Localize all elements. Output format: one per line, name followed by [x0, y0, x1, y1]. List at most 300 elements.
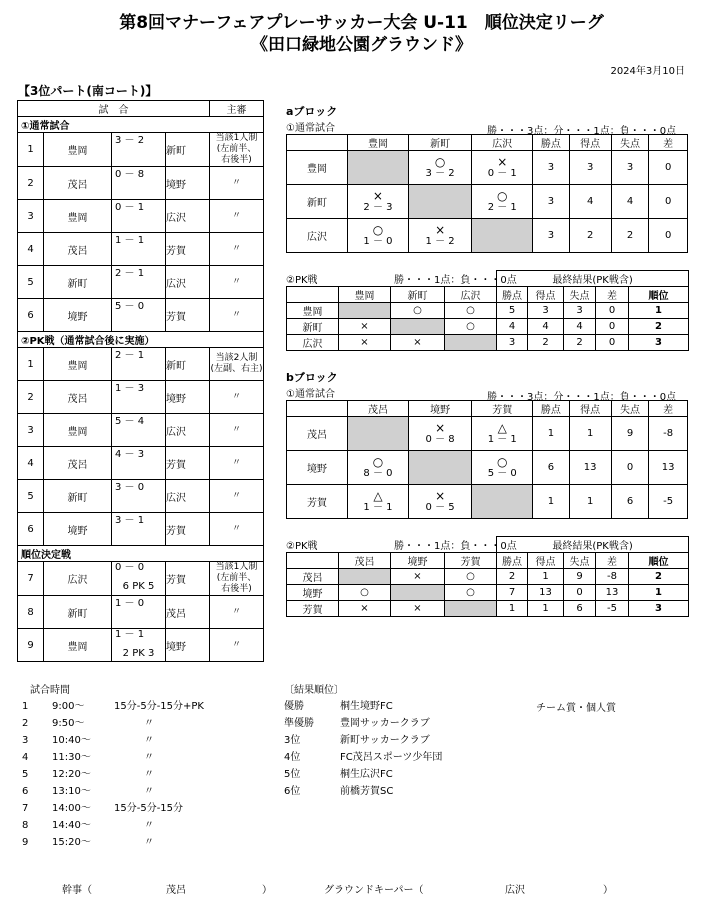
final-label: 最終結果(PK戦含) [497, 537, 689, 553]
home-team: 新町 [44, 596, 112, 629]
referee-line: 〃 [231, 490, 241, 501]
result-cell [408, 219, 471, 253]
stat-value: 1 [533, 417, 569, 451]
result-cell [347, 417, 408, 451]
corner-cell [287, 401, 348, 417]
score: 3 － 1 [115, 515, 145, 526]
away-team: 芳賀 [166, 299, 210, 332]
match-no: 3 [18, 200, 44, 233]
final-stat: 3 [497, 335, 528, 351]
referee-line: 〃 [231, 457, 241, 468]
kanji-value: 茂呂 [166, 885, 186, 896]
corner-cell [287, 553, 339, 569]
team-header: 豊岡 [347, 135, 408, 151]
referee [210, 299, 264, 332]
stat-value: 2 [569, 219, 611, 253]
b-pk-row [287, 601, 689, 617]
schedule-time: 10:40～ [52, 735, 91, 746]
b-pk-table [286, 536, 689, 617]
final-stat: 13 [528, 585, 564, 601]
pk-result: ○ [445, 569, 497, 585]
referee-line: 〃 [231, 177, 241, 188]
final-rank: 2 [629, 319, 689, 335]
schedule-time: 14:40～ [52, 820, 91, 831]
pk-result [445, 601, 497, 617]
final-stat: 0 [596, 319, 629, 335]
match-no: 4 [18, 447, 44, 480]
team-name: 芳賀 [287, 485, 348, 519]
result-cell [347, 219, 408, 253]
stat-header: 差 [649, 135, 688, 151]
result-mark: × [497, 154, 508, 169]
result-score: 1 － 1 [487, 433, 517, 445]
team-name: 広沢 [287, 335, 339, 351]
section-label: ①通常試合 [18, 117, 264, 133]
final-stat: 3 [564, 303, 596, 319]
score: 0 － 0 [115, 562, 145, 573]
final-stat: 4 [497, 319, 528, 335]
result-score: 0 － 8 [425, 433, 455, 445]
referee [210, 167, 264, 200]
corner-cell [287, 287, 339, 303]
referee-line: (左前半、 [216, 144, 257, 154]
final-label: 最終結果(PK戦含) [497, 271, 689, 287]
match-no: 5 [18, 480, 44, 513]
stat-header: 得点 [569, 135, 611, 151]
stat-value: 6 [611, 485, 649, 519]
team-name: 新町 [287, 185, 348, 219]
pk-result: × [391, 569, 445, 585]
match-no: 8 [18, 596, 44, 629]
pk-top-blank [287, 271, 497, 287]
result-rank: 優勝 [284, 701, 304, 712]
result-mark: ○ [496, 188, 508, 203]
stat-value: 1 [533, 485, 569, 519]
final-stat: 2 [564, 335, 596, 351]
stat-header: 失点 [611, 135, 649, 151]
away-team: 新町 [166, 348, 210, 381]
a-block-title: aブロック [286, 105, 338, 118]
score: 2 － 1 [115, 350, 145, 361]
result-cell [408, 417, 471, 451]
match-row [18, 299, 264, 332]
match-no: 7 [18, 562, 44, 596]
home-team: 茂呂 [44, 381, 112, 414]
final-stat: 9 [564, 569, 596, 585]
final-rank: 3 [629, 601, 689, 617]
result-rank: 5位 [284, 769, 301, 780]
team-header: 芳賀 [445, 553, 497, 569]
a-points-note: 勝・・・3点：分・・・1点：負・・・0点 [487, 126, 677, 137]
match-no: 1 [18, 133, 44, 167]
schedule-no: 7 [22, 803, 29, 814]
result-cell [408, 151, 471, 185]
away-team: 芳賀 [166, 233, 210, 266]
referee [210, 629, 264, 662]
b-normal-row [287, 417, 688, 451]
away-team: 芳賀 [166, 513, 210, 546]
final-header: 勝点 [497, 553, 528, 569]
match-no: 1 [18, 348, 44, 381]
score: 1 － 1 [115, 629, 145, 640]
stat-value: 0 [649, 151, 688, 185]
score: 3 － 0 [115, 482, 145, 493]
final-stat: 13 [596, 585, 629, 601]
score-cell [112, 414, 166, 447]
score-cell [112, 562, 166, 596]
referee-line: 〃 [231, 424, 241, 435]
result-rank: 準優勝 [284, 718, 314, 729]
team-name: 新町 [287, 319, 339, 335]
final-stat: 5 [497, 303, 528, 319]
match-row [18, 596, 264, 629]
result-score: 0 － 5 [425, 501, 455, 513]
schedule-format: 〃 [144, 820, 154, 831]
final-stat: -8 [596, 569, 629, 585]
team-name: 広沢 [287, 219, 348, 253]
match-no: 5 [18, 266, 44, 299]
result-cell [472, 219, 533, 253]
schedule-no: 6 [22, 786, 29, 797]
home-team: 新町 [44, 480, 112, 513]
result-cell [347, 485, 408, 519]
stat-value: -5 [649, 485, 688, 519]
stat-header: 勝点 [533, 401, 569, 417]
a-pk-table [286, 270, 689, 351]
home-team: 茂呂 [44, 447, 112, 480]
stat-value: 1 [569, 485, 611, 519]
pk-result: ○ [391, 303, 445, 319]
pk-result: × [339, 601, 391, 617]
event-date: 2024年3月10日 [610, 66, 685, 77]
stat-value: 2 [611, 219, 649, 253]
schedule-format: 15分-5分-15分 [114, 803, 184, 814]
match-row [18, 414, 264, 447]
team-header: 広沢 [445, 287, 497, 303]
a-normal-row [287, 219, 688, 253]
result-team: 新町サッカークラブ [340, 735, 430, 746]
team-header: 広沢 [472, 135, 533, 151]
stat-value: 3 [533, 151, 569, 185]
a-pk-row [287, 319, 689, 335]
referee-line: 〃 [231, 639, 241, 650]
result-mark: △ [373, 488, 383, 503]
stat-header: 差 [649, 401, 688, 417]
referee [210, 200, 264, 233]
a-pk-row [287, 303, 689, 319]
stat-value: 13 [569, 451, 611, 485]
schedule-time: 11:30～ [52, 752, 91, 763]
section-label: 順位決定戦 [18, 546, 264, 562]
match-no: 9 [18, 629, 44, 662]
result-team: 桐生境野FC [340, 701, 393, 712]
pk-result: × [339, 319, 391, 335]
score: 0 － 1 [115, 202, 145, 213]
final-stat: 6 [564, 601, 596, 617]
score-cell [112, 447, 166, 480]
kanji-close: ） [262, 885, 272, 896]
stat-value: -8 [649, 417, 688, 451]
final-stat: -5 [596, 601, 629, 617]
a-pk-note: 勝・・・1点：負・・・0点 [394, 275, 517, 286]
result-rank: 6位 [284, 786, 301, 797]
team-header: 豊岡 [339, 287, 391, 303]
result-score: 1 － 0 [363, 235, 393, 247]
final-stat: 1 [528, 601, 564, 617]
away-team: 境野 [166, 381, 210, 414]
score: 4 － 3 [115, 449, 145, 460]
score: 1 － 1 [115, 235, 145, 246]
match-row [18, 133, 264, 167]
result-rank: 4位 [284, 752, 301, 763]
team-header: 芳賀 [472, 401, 533, 417]
team-header: 茂呂 [339, 553, 391, 569]
team-header: 新町 [391, 287, 445, 303]
schedule-format: 〃 [144, 735, 154, 746]
home-team: 茂呂 [44, 233, 112, 266]
result-mark: △ [497, 420, 507, 435]
home-team: 豊岡 [44, 414, 112, 447]
score: 5 － 4 [115, 416, 145, 427]
result-mark: × [435, 488, 446, 503]
pk-result [391, 319, 445, 335]
referee [210, 133, 264, 167]
away-team: 茂呂 [166, 596, 210, 629]
home-team: 豊岡 [44, 348, 112, 381]
pk-score: 2 PK 3 [122, 648, 155, 659]
keeper-value: 広沢 [505, 885, 525, 896]
results-title: 〔結果順位〕 [284, 685, 344, 696]
match-row [18, 200, 264, 233]
result-team: 豊岡サッカークラブ [340, 718, 430, 729]
match-row [18, 629, 264, 662]
final-rank: 1 [629, 585, 689, 601]
away-team: 広沢 [166, 200, 210, 233]
score-cell [112, 299, 166, 332]
final-stat: 1 [528, 569, 564, 585]
referee [210, 233, 264, 266]
schedule-no: 4 [22, 752, 29, 763]
schedule-no: 1 [22, 701, 29, 712]
result-cell [472, 451, 533, 485]
header-referee: 主審 [210, 101, 264, 117]
team-header: 境野 [391, 553, 445, 569]
referee-line: 〃 [231, 309, 241, 320]
stat-header: 勝点 [533, 135, 569, 151]
a-pk-label: ②PK戦 [286, 275, 318, 286]
score-cell [112, 200, 166, 233]
schedule-time: 9:00～ [52, 701, 85, 712]
score-cell [112, 513, 166, 546]
result-score: 1 － 2 [425, 235, 455, 247]
b-normal-row [287, 451, 688, 485]
score: 1 － 3 [115, 383, 145, 394]
team-name: 茂呂 [287, 417, 348, 451]
result-score: 8 － 0 [363, 467, 393, 479]
team-name: 境野 [287, 451, 348, 485]
team-header: 茂呂 [347, 401, 408, 417]
pk-result: × [391, 601, 445, 617]
team-name: 豊岡 [287, 151, 348, 185]
page-title: 第8回マナーフェアプレーサッカー大会 U-11 順位決定リーグ [119, 13, 604, 33]
stat-value: 13 [649, 451, 688, 485]
final-header: 順位 [629, 287, 689, 303]
stat-value: 4 [569, 185, 611, 219]
page-subtitle: 《田口緑地公園グラウンド》 [251, 35, 472, 55]
result-cell [408, 185, 471, 219]
final-header: 得点 [528, 553, 564, 569]
b-pk-row [287, 569, 689, 585]
result-mark: × [435, 420, 446, 435]
match-no: 6 [18, 299, 44, 332]
score: 0 － 8 [115, 169, 145, 180]
team-name: 境野 [287, 585, 339, 601]
keeper-label: グラウンドキーパー（ [324, 885, 424, 896]
result-score: 3 － 2 [425, 167, 455, 179]
result-rank: 3位 [284, 735, 301, 746]
schedule-format: 〃 [144, 769, 154, 780]
result-cell [472, 151, 533, 185]
stat-value: 3 [569, 151, 611, 185]
team-header: 境野 [408, 401, 471, 417]
pk-result: ○ [445, 319, 497, 335]
team-header: 新町 [408, 135, 471, 151]
final-header: 失点 [564, 287, 596, 303]
result-score: 2 － 1 [487, 201, 517, 213]
award-label: チーム賞・個人賞 [536, 703, 616, 714]
score-cell [112, 480, 166, 513]
home-team: 豊岡 [44, 200, 112, 233]
schedule-time: 14:00～ [52, 803, 91, 814]
schedule-time: 9:50～ [52, 718, 85, 729]
referee [210, 414, 264, 447]
match-no: 6 [18, 513, 44, 546]
match-row [18, 266, 264, 299]
schedule-no: 3 [22, 735, 29, 746]
result-mark: ○ [434, 154, 446, 169]
keeper-close: ） [603, 885, 613, 896]
a-normal-row [287, 185, 688, 219]
schedule-no: 8 [22, 820, 29, 831]
schedule-format: 〃 [144, 718, 154, 729]
match-table [17, 100, 264, 662]
final-stat: 1 [497, 601, 528, 617]
b-normal-label: ①通常試合 [286, 389, 335, 400]
result-cell [472, 185, 533, 219]
final-header: 失点 [564, 553, 596, 569]
referee-line: 右後半) [221, 155, 252, 165]
a-normal-row [287, 151, 688, 185]
result-cell [472, 485, 533, 519]
stat-value: 3 [533, 185, 569, 219]
result-mark: × [372, 188, 383, 203]
result-cell [347, 151, 408, 185]
pk-result [391, 585, 445, 601]
match-no: 2 [18, 167, 44, 200]
referee-line: 当該1人制 [215, 562, 258, 572]
team-name: 豊岡 [287, 303, 339, 319]
result-team: 桐生広沢FC [340, 769, 393, 780]
home-team: 豊岡 [44, 629, 112, 662]
result-mark: ○ [496, 454, 508, 469]
referee-line: 右後半) [221, 584, 252, 594]
referee-line: 〃 [231, 523, 241, 534]
referee-line: 当該1人制 [215, 133, 258, 143]
score-cell [112, 266, 166, 299]
match-row [18, 513, 264, 546]
b-pk-note: 勝・・・1点：負・・・0点 [394, 541, 517, 552]
final-stat: 4 [564, 319, 596, 335]
home-team: 境野 [44, 513, 112, 546]
match-no: 3 [18, 414, 44, 447]
stat-value: 3 [611, 151, 649, 185]
result-mark: ○ [372, 222, 384, 237]
result-score: 5 － 0 [487, 467, 517, 479]
pk-result: ○ [339, 585, 391, 601]
stat-value: 1 [569, 417, 611, 451]
section-label: ②PK戦（通常試合後に実施） [18, 332, 264, 348]
referee-line: 〃 [231, 276, 241, 287]
stat-header: 得点 [569, 401, 611, 417]
away-team: 芳賀 [166, 447, 210, 480]
score: 3 － 2 [115, 135, 145, 146]
b-block-title: bブロック [286, 371, 338, 384]
referee [210, 266, 264, 299]
schedule-time: 12:20～ [52, 769, 91, 780]
result-mark: ○ [372, 454, 384, 469]
referee [210, 562, 264, 596]
team-name: 芳賀 [287, 601, 339, 617]
final-stat: 2 [497, 569, 528, 585]
match-row [18, 381, 264, 414]
score-cell [112, 596, 166, 629]
result-score: 2 － 3 [363, 201, 393, 213]
pk-result: ○ [445, 303, 497, 319]
result-score: 0 － 1 [487, 167, 517, 179]
schedule-no: 5 [22, 769, 29, 780]
a-normal-table [286, 134, 688, 253]
schedule-format: 15分-5分-15分+PK [114, 701, 204, 712]
schedule-title: 試合時間 [30, 685, 70, 696]
result-mark: × [435, 222, 446, 237]
away-team: 境野 [166, 629, 210, 662]
score-cell [112, 629, 166, 662]
a-pk-row [287, 335, 689, 351]
score-cell [112, 133, 166, 167]
schedule-time: 15:20～ [52, 837, 91, 848]
stat-value: 6 [533, 451, 569, 485]
referee [210, 596, 264, 629]
referee-line: 〃 [231, 243, 241, 254]
schedule-format: 〃 [144, 837, 154, 848]
schedule-no: 9 [22, 837, 29, 848]
final-header: 勝点 [497, 287, 528, 303]
match-row [18, 167, 264, 200]
final-stat: 2 [528, 335, 564, 351]
stat-value: 9 [611, 417, 649, 451]
score: 1 － 0 [115, 598, 145, 609]
pk-result [339, 303, 391, 319]
score-cell [112, 381, 166, 414]
final-stat: 4 [528, 319, 564, 335]
stat-header: 失点 [611, 401, 649, 417]
final-stat: 0 [564, 585, 596, 601]
away-team: 芳賀 [166, 562, 210, 596]
referee-line: (左前半、 [216, 573, 257, 583]
referee [210, 348, 264, 381]
referee-line: 〃 [231, 210, 241, 221]
score-cell [112, 167, 166, 200]
